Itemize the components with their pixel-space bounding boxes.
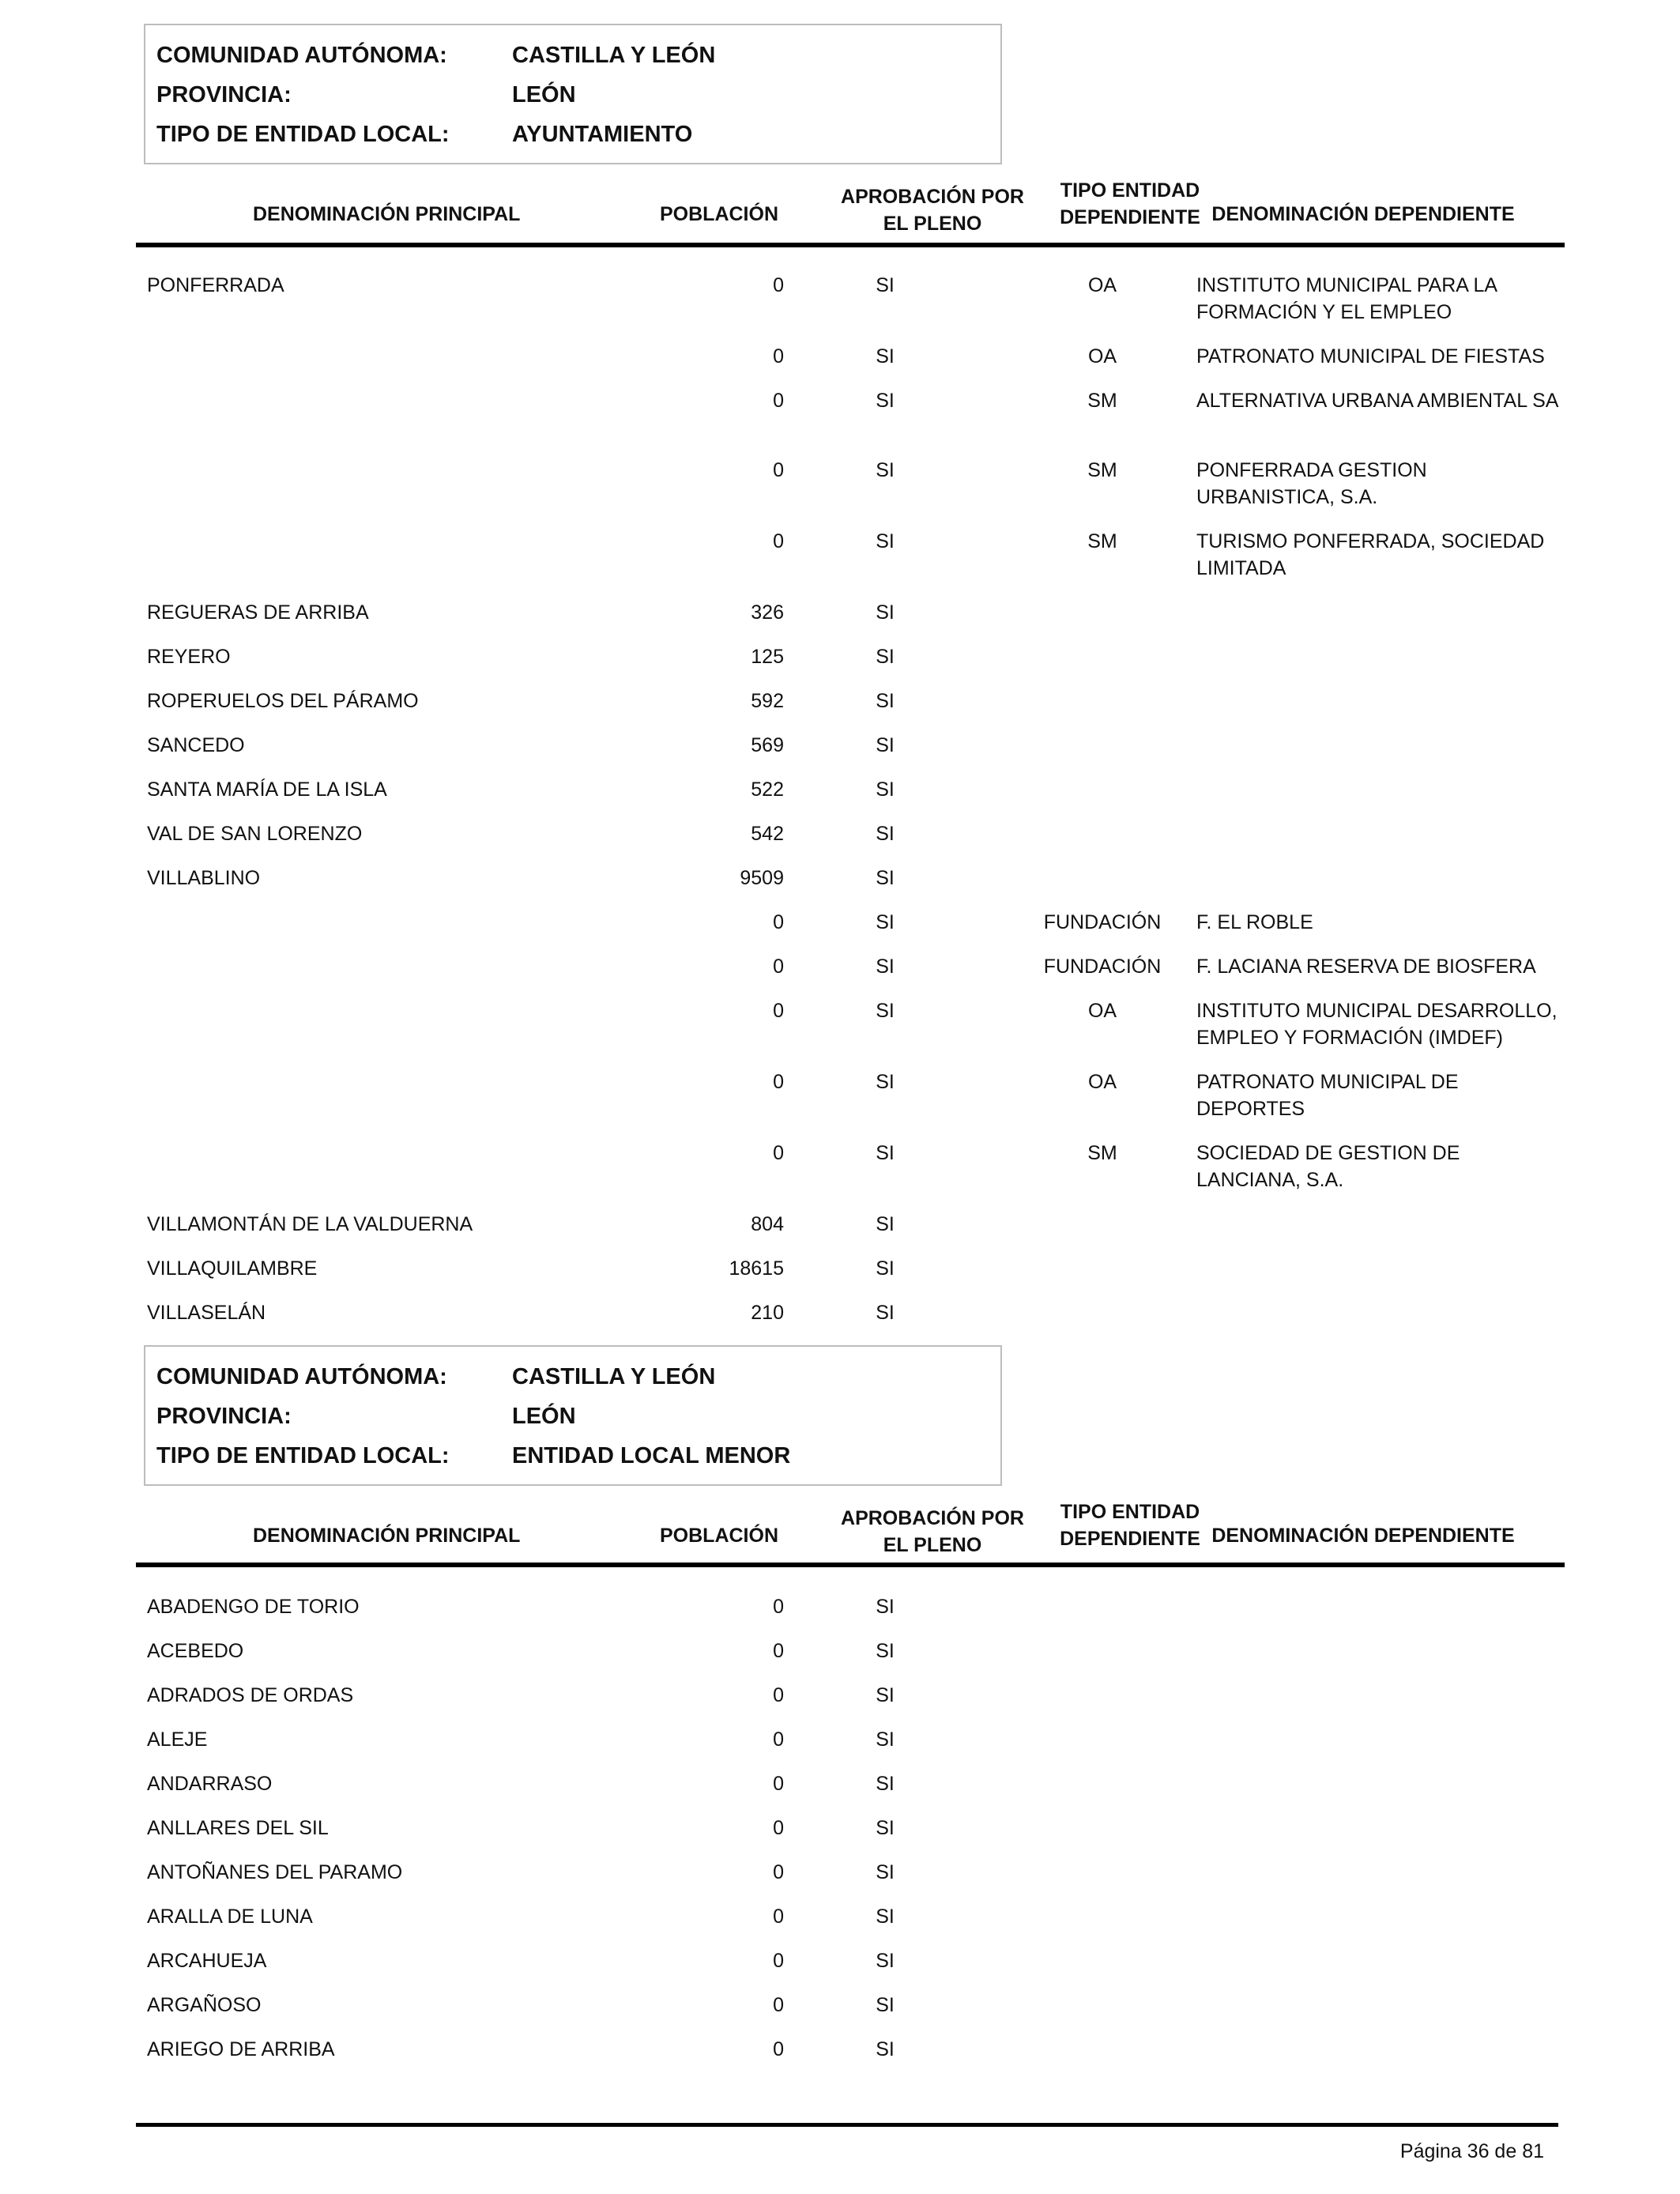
cell-name: VILLAMONTÁN DE LA VALDUERNA bbox=[147, 1213, 473, 1235]
cell-aprobacion: SI bbox=[876, 1257, 895, 1280]
cell-dependiente: F. EL ROBLE bbox=[1196, 911, 1313, 933]
cell-name: ACEBEDO bbox=[147, 1640, 244, 1662]
cell-aprobacion: SI bbox=[876, 1728, 895, 1751]
cell-poblacion: 569 bbox=[751, 734, 784, 756]
cell-poblacion: 592 bbox=[751, 690, 784, 712]
cell-name: ANLLARES DEL SIL bbox=[147, 1817, 329, 1839]
cell-poblacion: 0 bbox=[773, 1684, 784, 1706]
cell-poblacion: 18615 bbox=[729, 1257, 784, 1280]
cell-name: ABADENGO DE TORIO bbox=[147, 1596, 360, 1618]
cell-poblacion: 210 bbox=[751, 1302, 784, 1324]
cell-aprobacion: SI bbox=[876, 734, 895, 756]
cell-poblacion: 0 bbox=[773, 1950, 784, 1972]
header-tipo-line1: TIPO ENTIDAD bbox=[1060, 179, 1200, 202]
cell-dependiente: PATRONATO MUNICIPAL DE DEPORTES bbox=[1196, 1071, 1459, 1120]
cell-name: ADRADOS DE ORDAS bbox=[147, 1684, 354, 1706]
header-tipo-line2: DEPENDIENTE bbox=[1060, 1528, 1200, 1550]
cell-aprobacion: SI bbox=[876, 1071, 895, 1093]
cell-name: ARIEGO DE ARRIBA bbox=[147, 2038, 335, 2060]
header-rule bbox=[136, 243, 1565, 247]
provincia-label: PROVINCIA: bbox=[156, 1404, 292, 1429]
cell-poblacion: 522 bbox=[751, 778, 784, 801]
cell-name: VAL DE SAN LORENZO bbox=[147, 823, 363, 845]
tipo-entidad-label: TIPO DE ENTIDAD LOCAL: bbox=[156, 1443, 450, 1468]
header-aprobacion-line2: EL PLENO bbox=[883, 213, 982, 235]
cell-poblacion: 0 bbox=[773, 1728, 784, 1751]
cell-poblacion: 0 bbox=[773, 1773, 784, 1795]
cell-poblacion: 0 bbox=[773, 345, 784, 368]
cell-aprobacion: SI bbox=[876, 2038, 895, 2060]
cell-aprobacion: SI bbox=[876, 1684, 895, 1706]
cell-name: REYERO bbox=[147, 646, 231, 668]
cell-poblacion: 542 bbox=[751, 823, 784, 845]
cell-tipo: FUNDACIÓN bbox=[1043, 956, 1162, 978]
cell-aprobacion: SI bbox=[876, 1861, 895, 1883]
cell-name: ARCAHUEJA bbox=[147, 1950, 267, 1972]
provincia-value: LEÓN bbox=[512, 1404, 576, 1429]
cell-poblacion: 0 bbox=[773, 1596, 784, 1618]
cell-aprobacion: SI bbox=[876, 1000, 895, 1022]
header-aprobacion-line1: APROBACIÓN POR bbox=[841, 1507, 1024, 1529]
cell-dependiente: ALTERNATIVA URBANA AMBIENTAL SA bbox=[1196, 390, 1559, 412]
cell-poblacion: 0 bbox=[773, 956, 784, 978]
table-header bbox=[134, 175, 1573, 253]
header-poblacion: POBLACIÓN bbox=[660, 203, 778, 225]
section-info-box bbox=[144, 24, 1002, 164]
cell-name: VILLABLINO bbox=[147, 867, 261, 889]
cell-poblacion: 0 bbox=[773, 1817, 784, 1839]
cell-tipo: SM bbox=[1087, 1142, 1117, 1164]
cell-aprobacion: SI bbox=[876, 867, 895, 889]
cell-name: VILLAQUILAMBRE bbox=[147, 1257, 318, 1280]
cell-poblacion: 0 bbox=[773, 2038, 784, 2060]
cell-aprobacion: SI bbox=[876, 1213, 895, 1235]
header-rule bbox=[136, 1563, 1565, 1567]
cell-aprobacion: SI bbox=[876, 1302, 895, 1324]
cell-poblacion: 125 bbox=[751, 646, 784, 668]
header-tipo bbox=[1027, 177, 1233, 231]
tipo-entidad-value: AYUNTAMIENTO bbox=[512, 122, 693, 147]
tipo-entidad-value: ENTIDAD LOCAL MENOR bbox=[512, 1443, 791, 1468]
cell-poblacion: 0 bbox=[773, 1906, 784, 1928]
cell-aprobacion: SI bbox=[876, 1640, 895, 1662]
cell-tipo: OA bbox=[1087, 345, 1117, 368]
cell-poblacion: 0 bbox=[773, 390, 784, 412]
comunidad-label: COMUNIDAD AUTÓNOMA: bbox=[156, 43, 447, 68]
cell-name: ALEJE bbox=[147, 1728, 208, 1751]
comunidad-label: COMUNIDAD AUTÓNOMA: bbox=[156, 1364, 447, 1389]
cell-name: ARALLA DE LUNA bbox=[147, 1906, 313, 1928]
cell-aprobacion: SI bbox=[876, 911, 895, 933]
cell-poblacion: 0 bbox=[773, 1142, 784, 1164]
cell-dependiente: F. LACIANA RESERVA DE BIOSFERA bbox=[1196, 956, 1536, 978]
footer-rule bbox=[136, 2123, 1558, 2127]
cell-aprobacion: SI bbox=[876, 1994, 895, 2016]
cell-aprobacion: SI bbox=[876, 601, 895, 624]
comunidad-value: CASTILLA Y LEÓN bbox=[512, 43, 716, 68]
cell-aprobacion: SI bbox=[876, 530, 895, 552]
section-info-box bbox=[144, 1345, 1002, 1486]
tipo-entidad-label: TIPO DE ENTIDAD LOCAL: bbox=[156, 122, 450, 147]
cell-aprobacion: SI bbox=[876, 274, 895, 296]
cell-name: ANTOÑANES DEL PARAMO bbox=[147, 1861, 403, 1883]
page-number: Página 36 de 81 bbox=[1399, 2140, 1544, 2162]
cell-poblacion: 0 bbox=[773, 459, 784, 481]
cell-aprobacion: SI bbox=[876, 1142, 895, 1164]
header-aprobacion-line2: EL PLENO bbox=[883, 1534, 982, 1556]
header-poblacion: POBLACIÓN bbox=[660, 1525, 778, 1547]
header-principal: DENOMINACIÓN PRINCIPAL bbox=[253, 203, 521, 225]
cell-dependiente: INSTITUTO MUNICIPAL PARA LA FORMACIÓN Y EL EMPLEO bbox=[1196, 274, 1497, 323]
cell-aprobacion: SI bbox=[876, 1773, 895, 1795]
header-aprobacion-line1: APROBACIÓN POR bbox=[841, 186, 1024, 208]
header-aprobacion bbox=[814, 1505, 1051, 1559]
provincia-value: LEÓN bbox=[512, 82, 576, 107]
cell-name: SANTA MARÍA DE LA ISLA bbox=[147, 778, 387, 801]
cell-poblacion: 0 bbox=[773, 1640, 784, 1662]
header-dependiente: DENOMINACIÓN DEPENDIENTE bbox=[1211, 203, 1515, 225]
cell-tipo: SM bbox=[1087, 390, 1117, 412]
cell-poblacion: 0 bbox=[773, 1000, 784, 1022]
cell-aprobacion: SI bbox=[876, 956, 895, 978]
cell-poblacion: 0 bbox=[773, 274, 784, 296]
header-dependiente: DENOMINACIÓN DEPENDIENTE bbox=[1211, 1525, 1515, 1547]
cell-name: SANCEDO bbox=[147, 734, 245, 756]
cell-poblacion: 9509 bbox=[740, 867, 784, 889]
cell-dependiente: PONFERRADA GESTION URBANISTICA, S.A. bbox=[1196, 459, 1427, 508]
cell-tipo: SM bbox=[1087, 530, 1117, 552]
cell-name: ROPERUELOS DEL PÁRAMO bbox=[147, 690, 419, 712]
cell-dependiente: TURISMO PONFERRADA, SOCIEDAD LIMITADA bbox=[1196, 530, 1545, 579]
cell-aprobacion: SI bbox=[876, 1906, 895, 1928]
cell-poblacion: 0 bbox=[773, 1861, 784, 1883]
cell-aprobacion: SI bbox=[876, 345, 895, 368]
cell-poblacion: 0 bbox=[773, 1994, 784, 2016]
cell-name: ANDARRASO bbox=[147, 1773, 273, 1795]
cell-poblacion: 0 bbox=[773, 530, 784, 552]
cell-tipo: FUNDACIÓN bbox=[1043, 911, 1162, 933]
cell-aprobacion: SI bbox=[876, 1817, 895, 1839]
header-tipo bbox=[1027, 1498, 1233, 1552]
cell-dependiente: INSTITUTO MUNICIPAL DESARROLLO, EMPLEO Y FORMACIÓN (IMDEF) bbox=[1196, 1000, 1558, 1049]
cell-poblacion: 0 bbox=[773, 1071, 784, 1093]
cell-name: PONFERRADA bbox=[147, 274, 284, 296]
cell-aprobacion: SI bbox=[876, 823, 895, 845]
cell-name: REGUERAS DE ARRIBA bbox=[147, 601, 369, 624]
provincia-label: PROVINCIA: bbox=[156, 82, 292, 107]
cell-tipo: OA bbox=[1087, 274, 1117, 296]
cell-tipo: OA bbox=[1087, 1000, 1117, 1022]
cell-aprobacion: SI bbox=[876, 1596, 895, 1618]
header-aprobacion bbox=[814, 183, 1051, 237]
cell-tipo: OA bbox=[1087, 1071, 1117, 1093]
cell-name: ARGAÑOSO bbox=[147, 1994, 262, 2016]
cell-aprobacion: SI bbox=[876, 1950, 895, 1972]
cell-poblacion: 326 bbox=[751, 601, 784, 624]
cell-dependiente: PATRONATO MUNICIPAL DE FIESTAS bbox=[1196, 345, 1545, 368]
cell-dependiente: SOCIEDAD DE GESTION DE LANCIANA, S.A. bbox=[1196, 1142, 1460, 1191]
cell-poblacion: 804 bbox=[751, 1213, 784, 1235]
cell-aprobacion: SI bbox=[876, 778, 895, 801]
cell-aprobacion: SI bbox=[876, 459, 895, 481]
cell-aprobacion: SI bbox=[876, 390, 895, 412]
cell-aprobacion: SI bbox=[876, 646, 895, 668]
cell-poblacion: 0 bbox=[773, 911, 784, 933]
cell-name: VILLASELÁN bbox=[147, 1302, 266, 1324]
header-principal: DENOMINACIÓN PRINCIPAL bbox=[253, 1525, 521, 1547]
cell-aprobacion: SI bbox=[876, 690, 895, 712]
header-tipo-line1: TIPO ENTIDAD bbox=[1060, 1501, 1200, 1523]
comunidad-value: CASTILLA Y LEÓN bbox=[512, 1364, 716, 1389]
cell-tipo: SM bbox=[1087, 459, 1117, 481]
header-tipo-line2: DEPENDIENTE bbox=[1060, 206, 1200, 228]
